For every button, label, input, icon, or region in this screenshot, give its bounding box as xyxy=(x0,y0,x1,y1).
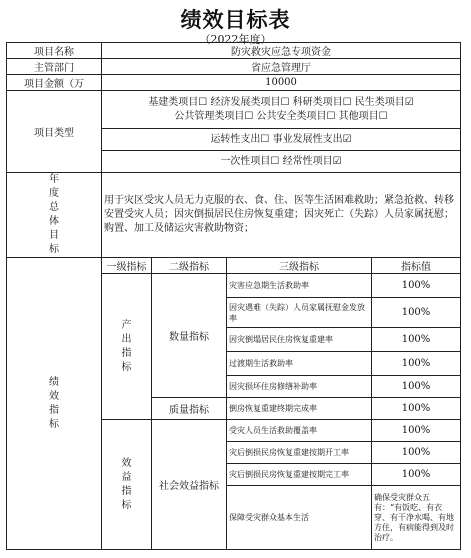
indicator-value: 100% xyxy=(372,464,461,486)
project-name-row xyxy=(7,43,461,59)
indicator-value: 确保受灾群众五有：“有饭吃、有衣穿、有干净水喝、有地方住，有病能得到及时治疗。 xyxy=(372,486,461,550)
indicator-value: 100% xyxy=(372,442,461,464)
goal-row xyxy=(7,173,461,258)
amount-row xyxy=(7,75,461,91)
social-effect-label: 社会效益指标 xyxy=(152,420,227,550)
header-value: 指标值 xyxy=(372,258,461,274)
indicator-name: 灾后倒损民房恢复重建按期完工率 xyxy=(227,464,372,486)
year-label: （2022年度） xyxy=(199,33,272,46)
amount-label: 项目金额（万 xyxy=(7,75,102,91)
indicator-name: 因灾损坏住房修缮补助率 xyxy=(227,376,372,398)
indicators-label: 绩 效 指 标 xyxy=(7,258,102,550)
goal-label: 年 度 总 体 目 标 xyxy=(7,173,102,258)
indicator-name: 灾后倒损民房恢复重建按期开工率 xyxy=(227,442,372,464)
performance-table xyxy=(6,42,461,550)
quality-label: 质量指标 xyxy=(152,398,227,420)
header-level2: 二级指标 xyxy=(152,258,227,274)
project-name-label: 项目名称 xyxy=(7,43,102,59)
project-type-line-4: 一次性项目☐ 经常性项目☑ xyxy=(102,151,461,173)
indicator-name: 因灾遇难（失踪）人员家属抚慰金发放率 xyxy=(227,298,372,328)
indicator-value: 100% xyxy=(372,352,461,376)
department-label: 主管部门 xyxy=(7,59,102,75)
effect-label: 效 益 指 标 xyxy=(102,420,152,550)
page-title: 绩效目标表 xyxy=(180,7,291,32)
header-level1: 一级指标 xyxy=(102,258,152,274)
indicator-name: 过渡期生活救助率 xyxy=(227,352,372,376)
indicator-value: 100% xyxy=(372,398,461,420)
project-name-value: 防灾救灾应急专项资金 xyxy=(102,43,461,59)
project-type-line-1: 基建类项目☐ 经济发展类项目☐ 科研类项目☐ 民生类项目☑ xyxy=(148,96,414,108)
department-row xyxy=(7,59,461,75)
indicator-name: 倒房恢复重建终期完成率 xyxy=(227,398,372,420)
department-value: 省应急管理厅 xyxy=(102,59,461,75)
indicator-value: 100% xyxy=(372,376,461,398)
indicator-value: 100% xyxy=(372,274,461,298)
indicator-value: 100% xyxy=(372,328,461,352)
quantity-label: 数量指标 xyxy=(152,274,227,398)
indicator-name: 因灾倒塌居民住房恢复重建率 xyxy=(227,328,372,352)
project-type-row-1 xyxy=(7,91,461,129)
indicator-value: 100% xyxy=(372,298,461,328)
indicator-name: 灾害应急期生活救助率 xyxy=(227,274,372,298)
indicator-value: 100% xyxy=(372,420,461,442)
project-type-line-3: 运转性支出☐ 事业发展性支出☑ xyxy=(102,129,461,151)
indicator-header-row xyxy=(7,258,461,274)
goal-text: 用于灾区受灾人员无力克服的衣、食、住、医等生活困难救助；紧急抢救、转移安置受灾人员；因灾倒损居民住房恢复重建；因灾死亡（失踪）人员家属抚慰；购置、加工及储运灾害救助物资； xyxy=(102,173,461,258)
project-type-label: 项目类型 xyxy=(7,91,102,173)
indicator-name: 受灾人员生活救助覆盖率 xyxy=(227,420,372,442)
output-label: 产 出 指 标 xyxy=(102,274,152,420)
header-level3: 三级指标 xyxy=(227,258,372,274)
amount-value: 10000 xyxy=(102,75,461,91)
indicator-name: 保障受灾群众基本生活 xyxy=(227,486,372,550)
project-type-line-2: 公共管理类项目☐ 公共安全类项目☐ 其他项目☐ xyxy=(174,110,388,122)
